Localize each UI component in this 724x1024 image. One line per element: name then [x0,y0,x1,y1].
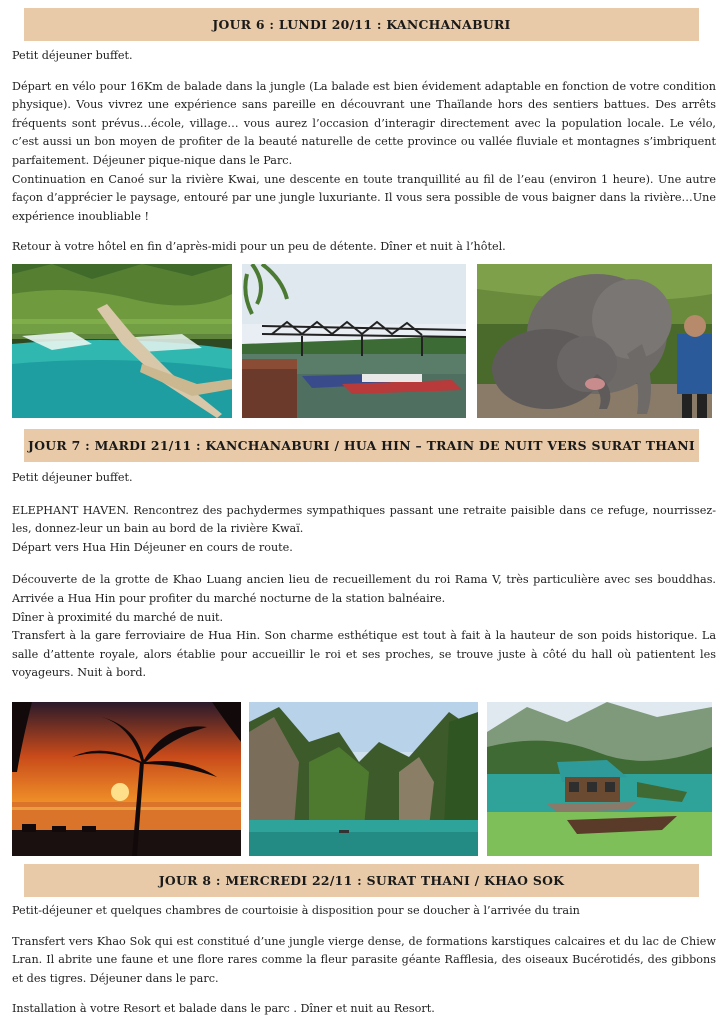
day7-cave-paragraph: Découverte de la grotte de Khao Luang ancien lieu de recueillement du roi Rama V, très particulière avec ses bouddhas. Arrivée a Hua Hin pour profiter du marché nocturne de la station balnéaire. [12,573,716,605]
day7-header: JOUR 7 : MARDI 21/11 : KANCHANABURI / HUA HIN – TRAIN DE NUIT VERS SURAT THANI [24,429,699,462]
elephants-photo [477,264,712,418]
day7-departure: Départ vers Hua Hin Déjeuner en cours de route. [12,540,293,554]
day7-elephant-haven: ELEPHANT HAVEN. Rencontrez des pachydermes sympathiques passant une retraite paisible dans ce refuge, nourrissez-les, donnez-leur un bain au bord de la rivière Kwaï. [12,503,716,536]
day6-return-paragraph: Retour à votre hôtel en fin d’après-midi pour un peu de détente. Dîner et nuit à l’hôtel. [12,240,506,254]
day6-bike-paragraph: Départ en vélo pour 16Km de balade dans la jungle (La balade est bien évidement adaptable en fonction de votre condition physique). Vous vivrez une expérience sans pareille en découvrant une Thaïlande hors des sentiers battues. Des arrêts fréquents sont prévus…école, village… vous aurez l’occasion d’interagir directement avec la population locale. Le vélo, c’est aussi un bon moyen de profiter de la beauté naturelle de cette province ou vallée fluviale et montagnes s’imbriquent parfaitement. Déjeuner pique-nique dans le Parc. [12,79,716,167]
day8-resort-paragraph: Installation à votre Resort et balade dans le parc . Dîner et nuit au Resort. [12,1002,435,1016]
day6-text [12,47,716,257]
waterfall-photo [12,264,232,418]
khao-sok-raft-house-photo [487,702,712,856]
karst-lake-photo [249,702,478,856]
sunset-beach-photo [12,702,241,856]
day6-canoe-paragraph: Continuation en Canoé sur la rivière Kwai, une descente en toute tranquillité au fil de l’eau (environ 1 heure). Une autre façon d’apprécier le paysage, entouré par une jungle luxuriante. Il vous sera possible de vous baigner dans la rivière…Une expérience inoubliable ! [12,172,716,223]
day6-breakfast: Petit déjeuner buffet. [12,49,133,62]
day6-header: JOUR 6 : LUNDI 20/11 : KANCHANABURI [24,8,699,41]
river-kwai-bridge-photo [242,264,466,418]
day7-breakfast: Petit déjeuner buffet. [12,471,133,484]
day8-transfer-paragraph: Transfert vers Khao Sok qui est constitué d’une jungle vierge dense, de formations karstiques calcaires et du lac de Chiew Lran. Il abrite une faune et une flore rares comme la fleur parasite géante Rafflesia, des oiseaux Bucérotidés, des gibbons et des tigres. Déjeuner dans le parc. [12,934,716,985]
day7-text [12,469,716,683]
day7-dinner: Dîner à proximité du marché de nuit. [12,610,224,624]
day8-breakfast: Petit-déjeuner et quelques chambres de courtoisie à disposition pour se doucher à l’arrivée du train [12,904,580,917]
day8-header: JOUR 8 : MERCREDI 22/11 : SURAT THANI / KHAO SOK [24,864,699,897]
day7-train-paragraph: Transfert à la gare ferroviaire de Hua Hin. Son charme esthétique est tout à fait à la hauteur de son poids historique. La salle d’attente royale, alors établie pour accueillir le roi et ses proches, se trouve juste à côté du hall où patientent les voyageurs. Nuit à bord. [12,629,716,680]
day8-text [12,902,716,1019]
